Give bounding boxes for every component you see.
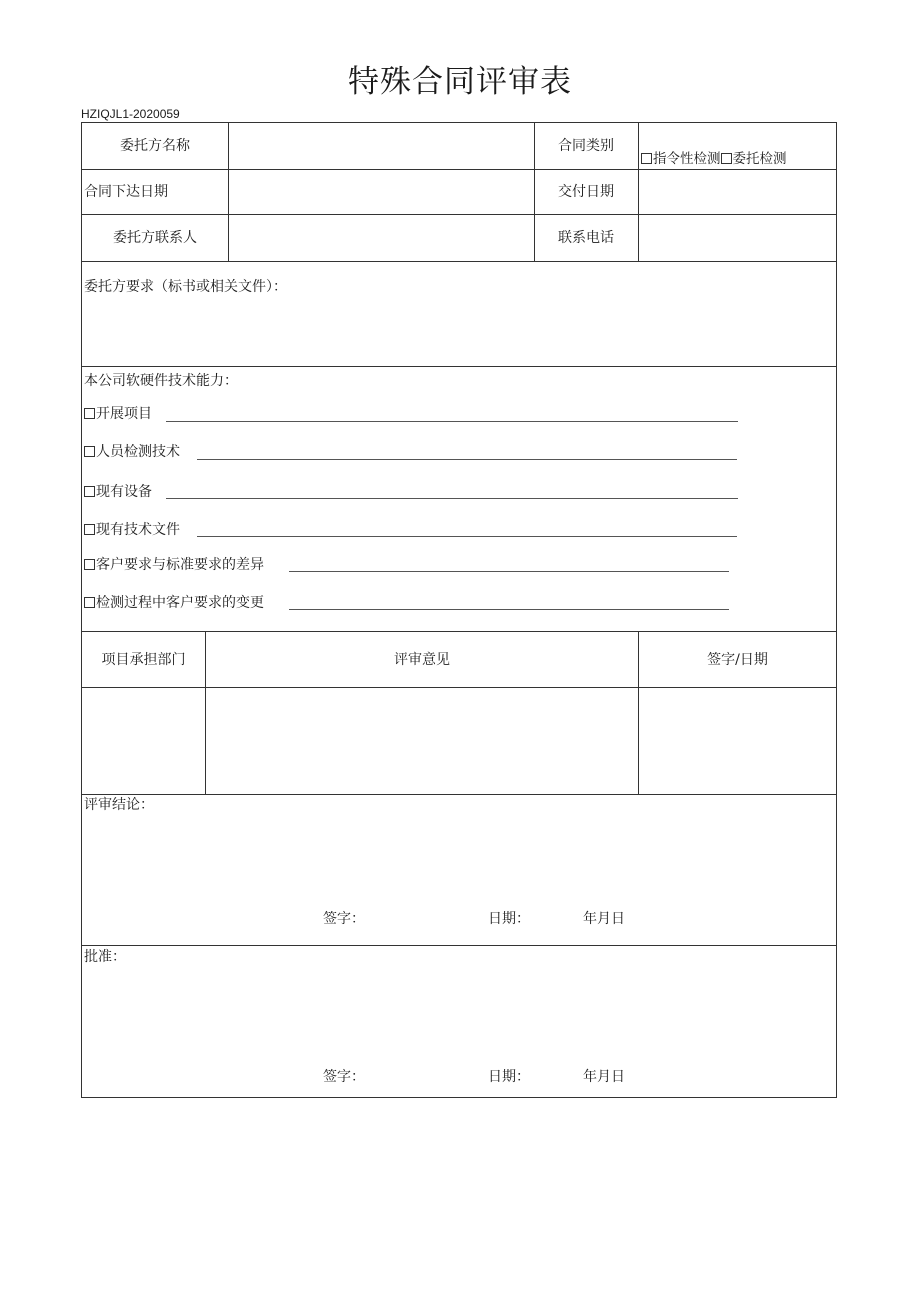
client-name-label: 委托方名称 <box>120 138 190 154</box>
contact-field[interactable] <box>232 227 532 247</box>
option-directive-test-label: 指令性检测 <box>653 151 721 167</box>
approval-label: 批准： <box>84 949 126 965</box>
fill-line[interactable] <box>197 459 737 460</box>
checkbox[interactable] <box>84 559 95 570</box>
conclusion-label: 评审结论： <box>84 797 154 813</box>
contact-label: 委托方联系人 <box>113 230 197 246</box>
row-divider <box>82 794 836 795</box>
capability-item-label: 现有设备 <box>96 484 152 500</box>
phone-label: 联系电话 <box>558 230 614 246</box>
sign-date-header: 签字/日期 <box>707 652 768 668</box>
checkbox-directive-test[interactable] <box>641 153 652 164</box>
capability-heading: 本公司软硬件技术能力： <box>84 373 238 389</box>
issue-date-label: 合同下达日期 <box>84 184 168 200</box>
capability-item <box>84 483 152 501</box>
requirements-field[interactable] <box>84 301 832 361</box>
checkbox[interactable] <box>84 597 95 608</box>
client-name-field[interactable] <box>232 137 532 157</box>
contract-type-label: 合同类别 <box>558 138 614 154</box>
fill-line[interactable] <box>289 571 729 572</box>
delivery-date-field[interactable] <box>642 181 832 201</box>
conclusion-sign-label: 签字： <box>323 911 365 927</box>
row-divider <box>82 687 836 688</box>
capability-item <box>84 443 180 461</box>
capability-item <box>84 405 152 423</box>
capability-item-label: 开展项目 <box>96 406 152 422</box>
col-divider <box>638 123 639 261</box>
capability-item-label: 客户要求与标准要求的差异 <box>96 557 264 573</box>
row-divider <box>82 631 836 632</box>
fill-line[interactable] <box>166 498 738 499</box>
issue-date-field[interactable] <box>232 181 532 201</box>
fill-line[interactable] <box>166 421 738 422</box>
page-title: 特殊合同评审表 <box>348 64 572 100</box>
capability-item-label: 现有技术文件 <box>96 522 180 538</box>
contract-type-options <box>641 150 787 168</box>
checkbox[interactable] <box>84 486 95 497</box>
checkbox[interactable] <box>84 408 95 419</box>
opinion-cell[interactable] <box>209 691 635 791</box>
row-divider <box>82 366 836 367</box>
row-divider <box>82 945 836 946</box>
approval-sign-label: 签字： <box>323 1069 365 1085</box>
checkbox[interactable] <box>84 524 95 535</box>
requirements-label: 委托方要求（标书或相关文件）： <box>84 279 287 295</box>
col-divider <box>228 123 229 261</box>
checkbox[interactable] <box>84 446 95 457</box>
review-form <box>81 122 837 1098</box>
capability-item <box>84 521 180 539</box>
option-commission-test-label: 委托检测 <box>732 151 787 167</box>
approval-date-label: 日期： <box>488 1069 530 1085</box>
capability-item-label: 人员检测技术 <box>96 444 180 460</box>
fill-line[interactable] <box>289 609 729 610</box>
checkbox-commission-test[interactable] <box>721 153 732 164</box>
row-divider <box>82 261 836 262</box>
capability-item <box>84 594 264 612</box>
conclusion-date-label: 日期： <box>488 911 530 927</box>
delivery-date-label: 交付日期 <box>558 184 614 200</box>
approval-ymd: 年月日 <box>583 1069 625 1085</box>
phone-field[interactable] <box>642 227 832 247</box>
document-code: HZIQJL1-2020059 <box>81 107 180 121</box>
conclusion-ymd: 年月日 <box>583 911 625 927</box>
opinion-header: 评审意见 <box>394 652 450 668</box>
capability-item-label: 检测过程中客户要求的变更 <box>96 595 264 611</box>
capability-item <box>84 556 264 574</box>
row-divider <box>82 214 836 215</box>
dept-cell[interactable] <box>84 691 202 791</box>
row-divider <box>82 169 836 170</box>
fill-line[interactable] <box>197 536 737 537</box>
dept-header: 项目承担部门 <box>101 652 186 668</box>
sign-date-cell[interactable] <box>642 691 832 791</box>
